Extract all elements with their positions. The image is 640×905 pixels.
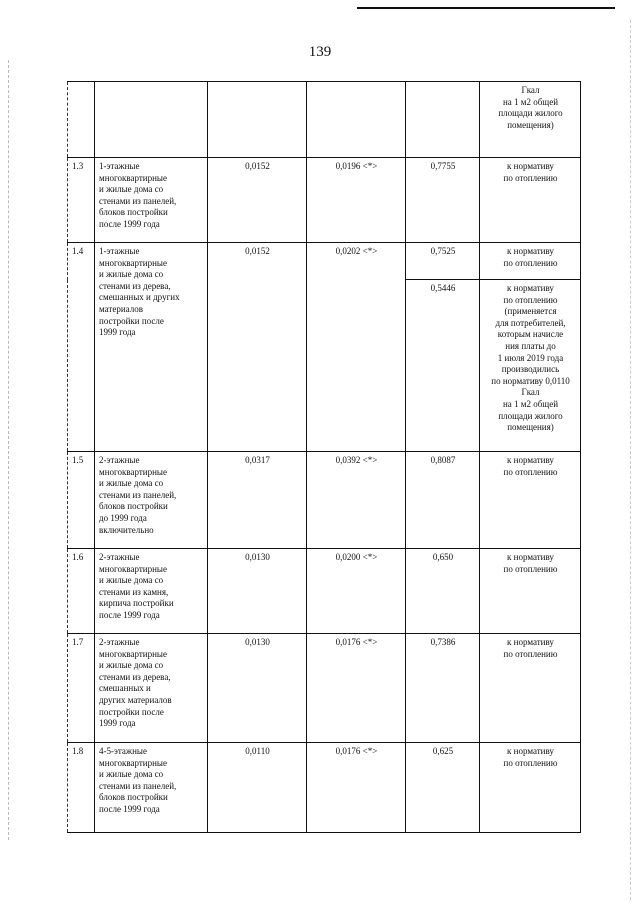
- value-3: 0,7386: [406, 634, 480, 743]
- value-3: 0,7525: [406, 243, 480, 280]
- row-note: к нормативу по отоплению: [480, 549, 581, 634]
- value-2: 0,0200 <*>: [307, 549, 406, 634]
- value-2: 0,0176 <*>: [307, 634, 406, 743]
- row-note-alt: к нормативу по отоплению (применяется для потребителей, которым начисле ния платы до 1 июля 2019 года производились по нормативу 0,0110 Гкал на 1 м2 общей площади жилого помещения): [480, 280, 581, 452]
- norms-table: [67, 81, 581, 833]
- value-1: 0,0152: [208, 158, 307, 243]
- row-description: 1-этажные многоквартирные и жилые дома со стенами из дерева, смешанных и других материалов постройки после 1999 года: [95, 243, 208, 452]
- scan-edge-right: [630, 20, 632, 900]
- header-unit-note: Гкал на 1 м2 общей площади жилого помещения): [480, 82, 581, 158]
- value-1: 0,0130: [208, 634, 307, 743]
- value-1: 0,0110: [208, 743, 307, 833]
- value-3: 0,650: [406, 549, 480, 634]
- value-1: 0,0130: [208, 549, 307, 634]
- value-2: 0,0176 <*>: [307, 743, 406, 833]
- value-2: 0,0196 <*>: [307, 158, 406, 243]
- value-3-alt: 0,5446: [406, 280, 480, 452]
- value-1: 0,0317: [208, 452, 307, 549]
- row-note: к нормативу по отоплению: [480, 634, 581, 743]
- row-number: 1.4: [68, 243, 95, 452]
- value-1: 0,0152: [208, 243, 307, 452]
- row-description: 4-5-этажные многоквартирные и жилые дома со стенами из панелей, блоков постройки после 1999 года: [95, 743, 208, 833]
- row-number: 1.3: [68, 158, 95, 243]
- row-note: к нормативу по отоплению: [480, 452, 581, 549]
- table-row: [68, 243, 581, 280]
- row-number: 1.8: [68, 743, 95, 833]
- table-row: [68, 452, 581, 549]
- row-note: к нормативу по отоплению: [480, 243, 581, 280]
- row-description: 1-этажные многоквартирные и жилые дома со стенами из панелей, блоков постройки после 1999 года: [95, 158, 208, 243]
- value-3: 0,8087: [406, 452, 480, 549]
- row-number: 1.6: [68, 549, 95, 634]
- value-3: 0,7755: [406, 158, 480, 243]
- table-row: [68, 158, 581, 243]
- page-number: 139: [308, 44, 332, 60]
- table-row: [68, 743, 581, 833]
- top-rule: [357, 7, 615, 9]
- row-description: 2-этажные многоквартирные и жилые дома со стенами из камня, кирпича постройки после 1999 года: [95, 549, 208, 634]
- row-number: 1.5: [68, 452, 95, 549]
- row-note: к нормативу по отоплению: [480, 743, 581, 833]
- row-note: к нормативу по отоплению: [480, 158, 581, 243]
- row-description: 2-этажные многоквартирные и жилые дома со стенами из панелей, блоков постройки до 1999 года включительно: [95, 452, 208, 549]
- value-2: 0,0392 <*>: [307, 452, 406, 549]
- table-row: [68, 634, 581, 743]
- scan-edge-left: [8, 60, 10, 840]
- table-row: [68, 549, 581, 634]
- value-3: 0,625: [406, 743, 480, 833]
- row-number: 1.7: [68, 634, 95, 743]
- value-2: 0,0202 <*>: [307, 243, 406, 452]
- table-row-header-continuation: [68, 82, 581, 158]
- row-description: 2-этажные многоквартирные и жилые дома со стенами из дерева, смешанных и других материалов постройки после 1999 года: [95, 634, 208, 743]
